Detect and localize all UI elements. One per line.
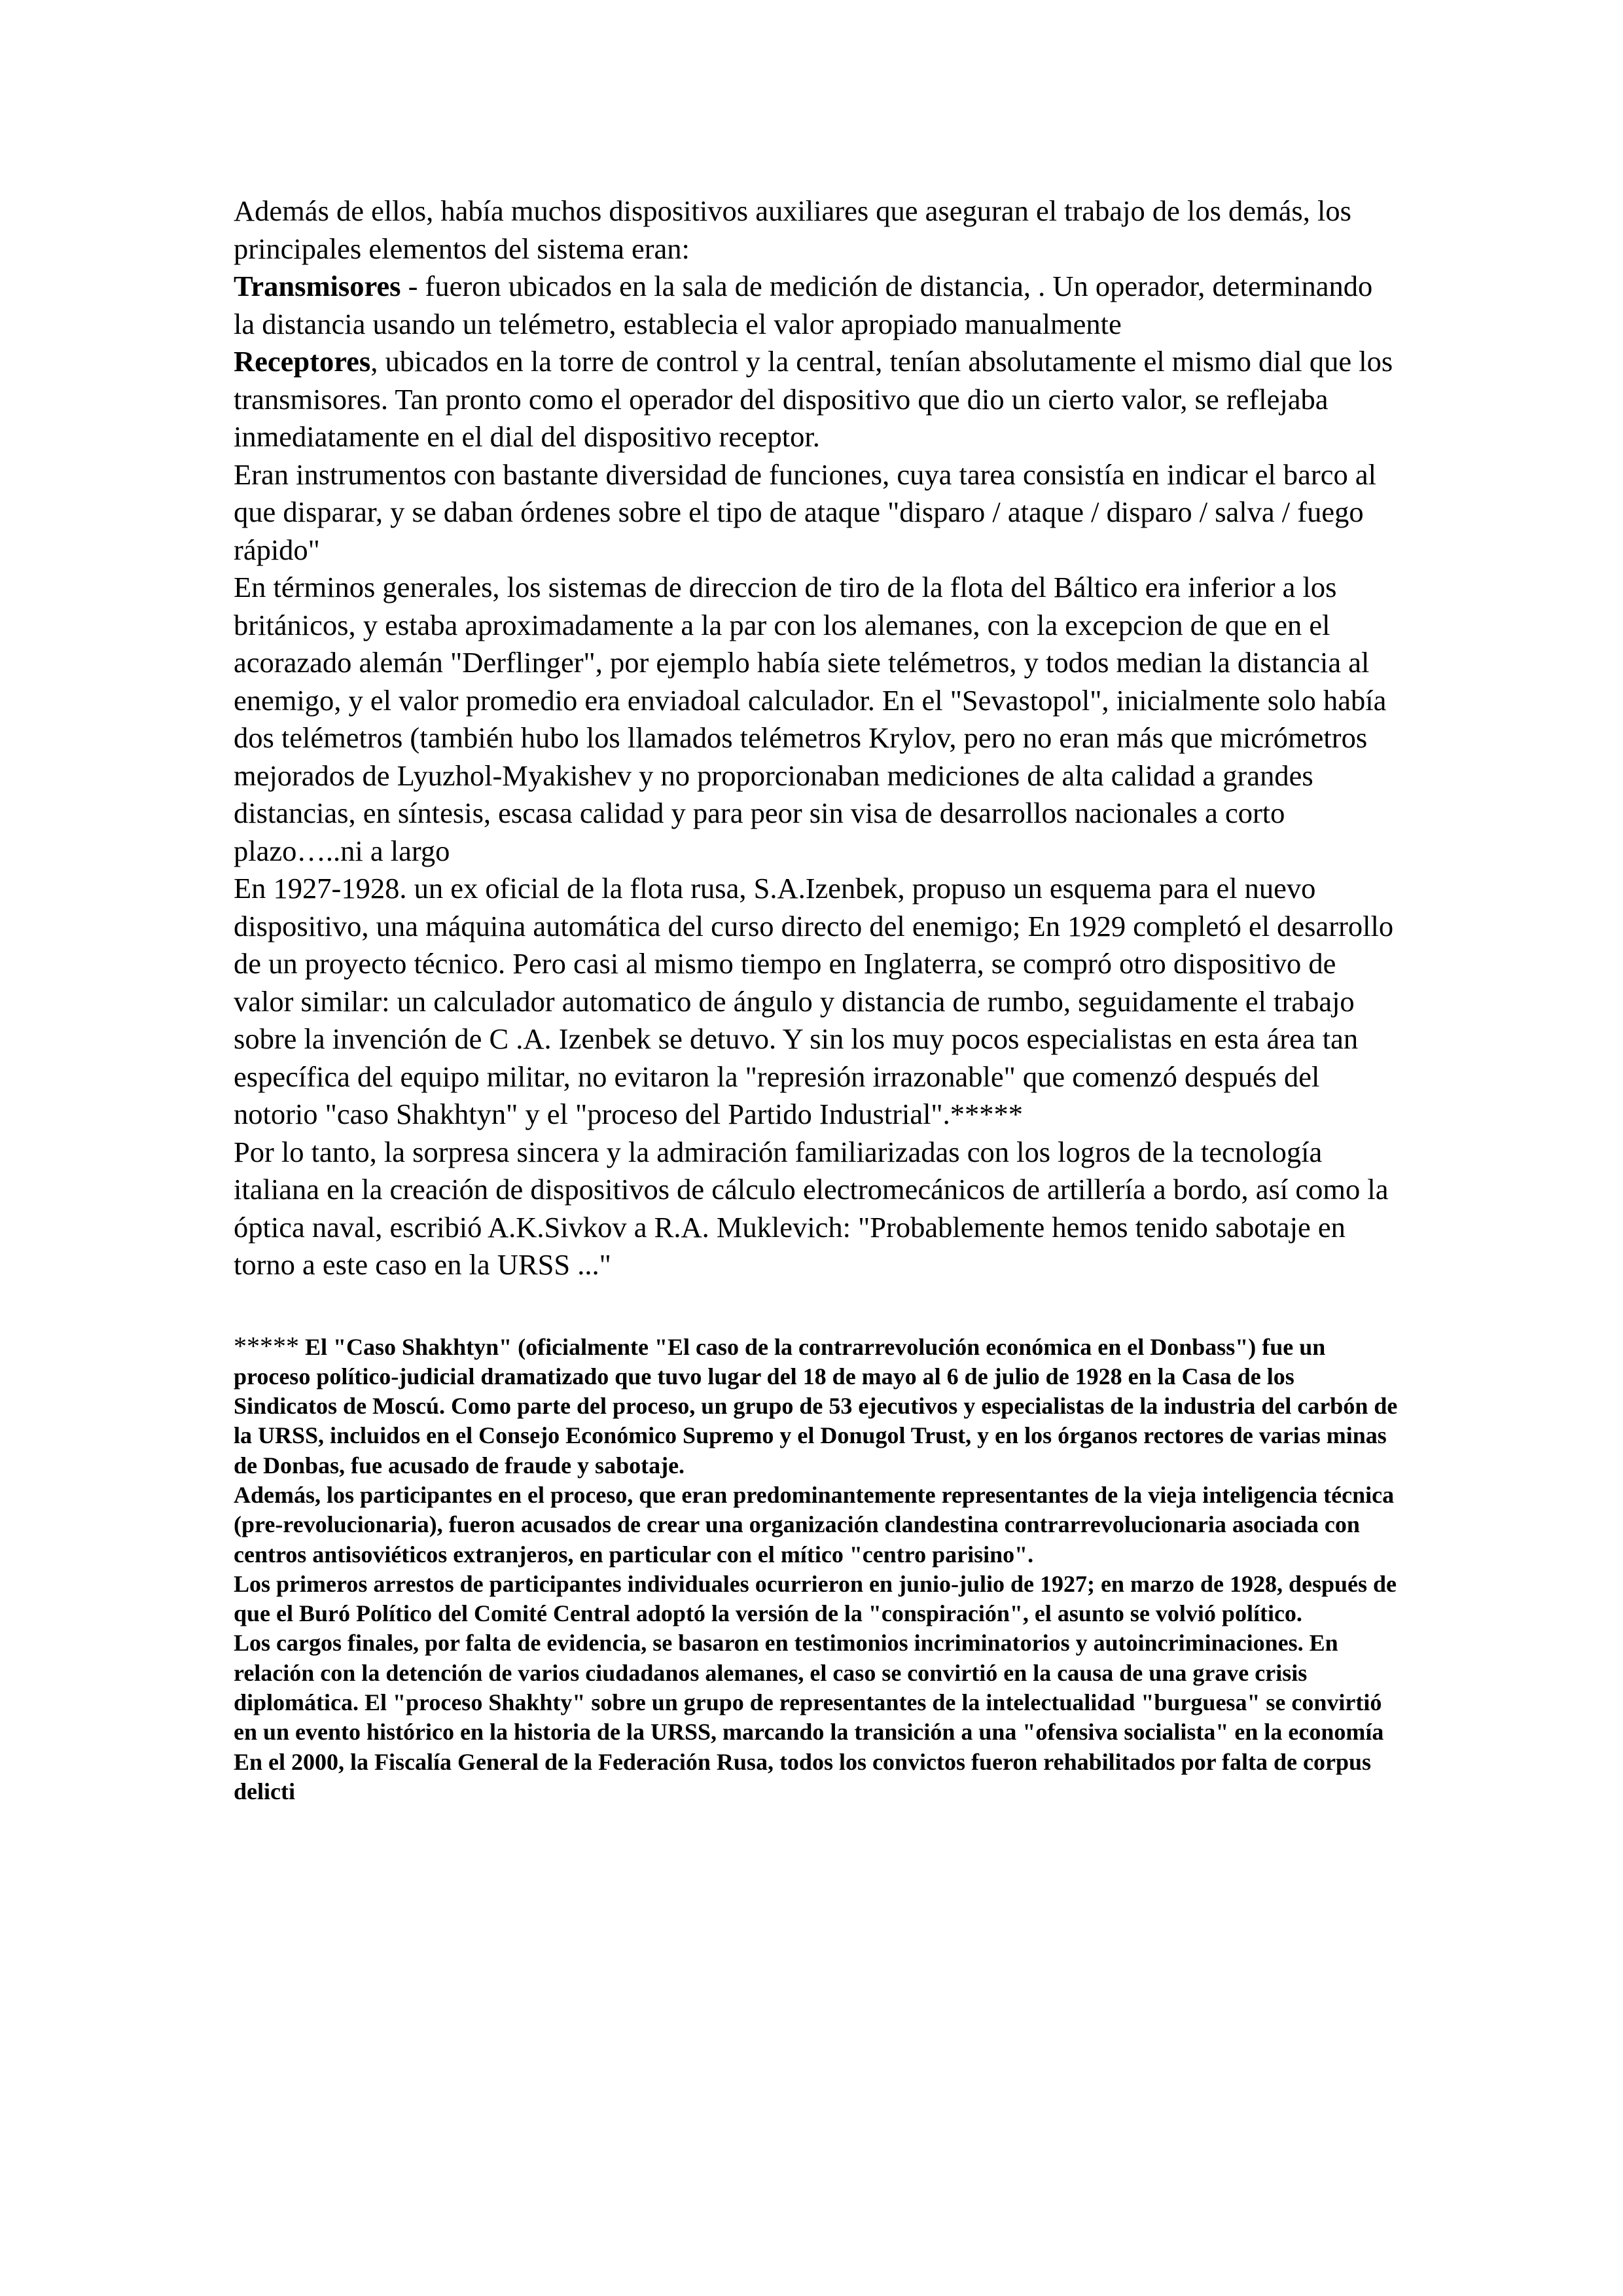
- document-page: [234, 192, 1399, 1806]
- footnote-shakhtyn-text: El "Caso Shakhtyn" (oficialmente "El caso de la contrarrevolución económica en el Donbass") fue un proceso político-judicial dramatizado que tuvo lugar del 18 de mayo al 6 de julio de 1928 en la Casa de los Sindicatos de Moscú. Como parte del proceso, un grupo de 53 ejecutivos y especialistas de la industria del carbón de la URSS, incluidos en el Consejo Económico Supremo y el Donugol Trust, y en los órganos rectores de varias minas de Donbas, fue acusado de fraude y sabotaje.: [234, 1333, 1398, 1479]
- footnote-paragraph-participants: Además, los participantes en el proceso, que eran predominantemente representantes de la vieja inteligencia técnica (pre-revolucionaria), fueron acusados de crear una organización clandestina contrarrevolucionaria asociada con centros antisoviéticos extranjeros, en particular con el mítico "centro parisino".: [234, 1481, 1395, 1568]
- paragraph-transmitters: [234, 268, 1399, 343]
- footnote-marker: *****: [234, 1331, 299, 1361]
- paragraph-izenbek: En 1927-1928. un ex oficial de la flota rusa, S.A.Izenbek, propuso un esquema para el nuevo dispositivo, una máquina automática del curso directo del enemigo; En 1929 completó el desarrollo de un proyecto técnico. Pero casi al mismo tiempo en Inglaterra, se compró otro dispositivo de valor similar: un calculador automatico de ángulo y distancia de rumbo, seguidamente el trabajo sobre la invención de C .A. Izenbek se detuvo. Y sin los muy pocos especialistas en esta área tan específica del equipo militar, no evitaron la "represión irrazonable" que comenzó después del notorio "caso Shakhtyn" y el "proceso del Partido Industrial".*****: [234, 872, 1394, 1130]
- transmitters-description: - fueron ubicados en la sala de medición de distancia, . Un operador, determinando la distancia usando un telémetro, establecia el valor apropiado manualmente: [234, 270, 1373, 340]
- footnote-paragraph-rehabilitation: En el 2000, la Fiscalía General de la Federación Rusa, todos los convictos fueron rehabilitados por falta de corpus delicti: [234, 1748, 1372, 1804]
- paragraph-italian-technology: Por lo tanto, la sorpresa sincera y la admiración familiarizadas con los logros de la tecnología italiana en la creación de dispositivos de cálculo electromecánicos de artillería a bordo, así como la óptica naval, escribió A.K.Sivkov a R.A. Muklevich: "Probablemente hemos tenido sabotaje en torno a este caso en la URSS ...": [234, 1135, 1389, 1281]
- paragraph-auxiliary-devices: Además de ellos, había muchos dispositivos auxiliares que aseguran el trabajo de los demás, los principales elementos del sistema eran:: [234, 194, 1351, 265]
- main-text: [234, 192, 1399, 1284]
- term-receivers: Receptores: [234, 345, 371, 378]
- footnote-paragraph-shakhtyn: [234, 1331, 1399, 1480]
- footnote-paragraph-charges: Los cargos finales, por falta de evidencia, se basaron en testimonios incriminatorios y autoincriminaciones. En relación con la detención de varios ciudadanos alemanes, el caso se convirtió en la causa de una grave crisis diplomática. El "proceso Shakhty" sobre un grupo de representantes de la intelectualidad "burguesa" se convirtió en un evento histórico en la historia de la URSS, marcando la transición a una "ofensiva socialista" en la economía: [234, 1630, 1384, 1746]
- paragraph-baltic-fleet: En términos generales, los sistemas de direccion de tiro de la flota del Báltico era inferior a los británicos, y estaba aproximadamente a la par con los alemanes, con la excepcion de que en el acorazado alemán "Derflinger", por ejemplo había siete telémetros, y todos median la distancia al enemigo, y el valor promedio era enviadoal calculador. En el "Sevastopol", inicialmente solo había dos telémetros (también hubo los llamados telémetros Krylov, pero no eran más que micrómetros mejorados de Lyuzhol-Myakishev y no proporcionaban mediciones de alta calidad a grandes distancias, en síntesis, escasa calidad y para peor sin visa de desarrollos nacionales a corto plazo…..ni a largo: [234, 571, 1387, 867]
- paragraph-instruments: Eran instrumentos con bastante diversidad de funciones, cuya tarea consistía en indicar el barco al que disparar, y se daban órdenes sobre el tipo de ataque "disparo / ataque / disparo / salva / fuego rápido": [234, 457, 1376, 566]
- paragraph-receivers: [234, 343, 1399, 456]
- footnote: [234, 1331, 1399, 1807]
- footnote-paragraph-arrests: Los primeros arrestos de participantes individuales ocurrieron en junio-julio de 1927; en marzo de 1928, después de que el Buró Político del Comité Central adoptó la versión de la "conspiración", el asunto se volvió político.: [234, 1570, 1397, 1627]
- term-transmitters: Transmisores: [234, 270, 401, 302]
- receivers-description: , ubicados en la torre de control y la central, tenían absolutamente el mismo dial que los transmisores. Tan pronto como el operador del dispositivo que dio un cierto valor, se reflejaba inmediatamente en el dial del dispositivo receptor.: [234, 345, 1393, 453]
